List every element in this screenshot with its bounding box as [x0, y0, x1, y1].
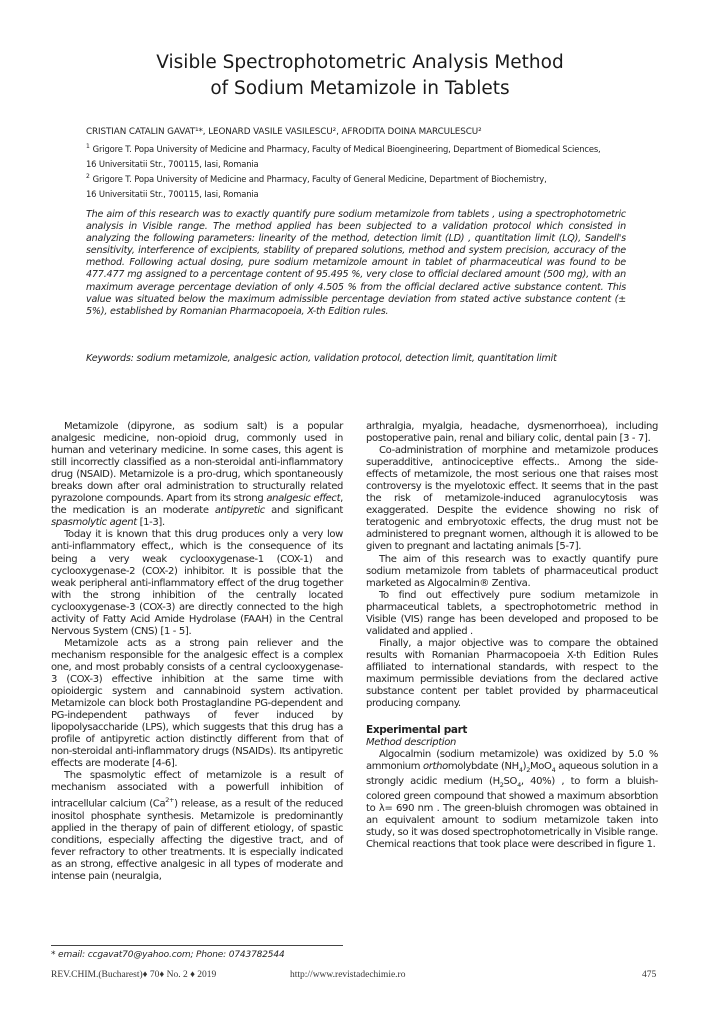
text-run: , the medication is an moderate [51, 493, 343, 517]
text-run: molybdate (NH [447, 761, 519, 773]
left-paragraph-4 [51, 770, 343, 883]
text-run: aqueous solution in a strongly acidic medium (H [366, 761, 658, 788]
affiliation-2-line-1 [86, 169, 646, 187]
text-run: ) release, as a result of the reduced inositol phosphate synthesis. Metamizole is predominantly applied in the therapy of pain of different etiology, of spastic conditions, especially affecting the digestive tract, and of fever refractory to other treatments. It is especially indicated as an strong, effective analgesic in all types of moderate and intense pain (neuralgia, [51, 798, 343, 883]
section-heading: Experimental part [366, 724, 468, 737]
affiliation-1 [86, 139, 646, 172]
author-list: CRISTIAN CATALIN GAVAT¹*, LEONARD VASILE VASILESCU², AFRODITA DOINA MARCULESCU² [86, 127, 482, 137]
right-paragraph-1: arthralgia, myalgia, headache, dysmenorrhoea), including postoperative pain, renal and biliary colic, dental pain [3 - 7]. [366, 421, 658, 445]
journal-citation: REV.CHIM.(Bucharest)♦ 70♦ No. 2 ♦ 2019 [51, 970, 217, 980]
emphasis: spasmolytic agent [51, 517, 137, 529]
text-run: and significant [264, 505, 343, 517]
abstract: The aim of this research was to exactly quantify pure sodium metamizole from tablets , using a spectrophotometric analysis in Visible range. The method applied has been subjected to a validation protocol which consisted in analyzing the following parameters: linearity of the method, detection limit (LD) , quantitation limit (LQ), Sandell's sensitivity, interference of excipients, stability of prepared solutions, method and system precision, accuracy of the method. Following actual dosing, pure sodium metamizole amount in tablet of pharmaceutical was found to be 477.477 mg assigned to a percentage content of 95.495 %, very close to official declared amount (500 mg), with an maximum average percentage deviation of only 4.505 % from the official declared active substance content. This value was situated below the maximum admissible percentage deviation from stated active substance content (± 5%), established by Romanian Pharmacopoeia, X-th Edition rules. [86, 209, 626, 317]
text-run: SO [503, 776, 518, 788]
left-column [51, 421, 343, 883]
corresponding-author-footnote: * email: ccgavat70@yahoo.com; Phone: 0743782544 [51, 950, 285, 960]
subscript: 4 [551, 766, 556, 775]
subscript: 4 [518, 766, 523, 775]
text-run: [1-3]. [136, 517, 165, 529]
left-paragraph-2: Today it is known that this drug produces only a very low anti-inflammatory effect,, which is the consequence of its being a very weak cyclooxygenase-1 (COX-1) and cyclooxygenase-2 (COX-2) inhibitor. It is possible that the weak peripheral anti-inflammatory effect of the drug together with the strong inhibition of the centrally located cyclooxygenase-3 (COX-3) are directly connected to the high activity of Fatty Acid Amide Hydrolase (FAAH) in the Central Nervous System (CNS) [1 - 5]. [51, 529, 343, 637]
keywords: Keywords: sodium metamizole, analgesic action, validation protocol, detection limit, quantitation limit [86, 353, 557, 364]
affiliation-1-line-2: 16 Universitatii Str., 700115, Iasi, Romania [86, 158, 259, 169]
subscript: 2 [526, 766, 531, 775]
affiliation-2-text: Grigore T. Popa University of Medicine and Pharmacy, Faculty of General Medicine, Department of Biochemistry, [92, 173, 547, 184]
affiliation-2 [86, 169, 646, 202]
text-run: Algocalmin (sodium metamizole) was oxidized by 5.0 % ammonium [366, 749, 658, 773]
right-paragraph-3: The aim of this research was to exactly quantify pure sodium metamizole from tablets of pharmaceutical product marketed as Algocalmin® Zentiva. [366, 553, 658, 589]
affiliation-2-mark: 2 [86, 173, 90, 180]
left-paragraph-3: Metamizole acts as a strong pain reliever and the mechanism responsible for the analgesic effect is a complex one, and most probably consists of a central cyclooxygenase-3 (COX-3) effective inhibition at the same time with opioidergic system and cannabinoid system activation. Metamizole can block both Prostaglandine PG-dependent and PG-independent pathways of fever induced by lipopolysaccharide (LPS), which suggests that this drug has a profile of antipyretic action distinctly different from that of non-steroidal anti-inflammatory drugs (NSAIDs). Its antipyretic effects are moderate [4-6]. [51, 637, 343, 770]
subsection-heading: Method description [366, 737, 456, 749]
right-column [366, 421, 658, 852]
article-title [0, 50, 720, 102]
affiliation-1-line-1 [86, 139, 646, 157]
right-paragraph-6 [366, 749, 658, 851]
affiliation-2-line-2: 16 Universitatii Str., 700115, Iasi, Romania [86, 188, 259, 199]
subscript: 4 [517, 781, 521, 790]
journal-url[interactable]: http://www.revistadechimie.ro [290, 970, 406, 980]
right-paragraph-5: Finally, a major objective was to compare the obtained results with Romanian Pharmacopoeia X-th Edition Rules affiliated to international standards, with respect to the maximum permissible deviations from the declared active substance content per tablet provided by pharmaceutical producing company. [366, 637, 658, 710]
emphasis: analgesic effect [266, 493, 341, 505]
subscript: 2 [499, 781, 504, 790]
affiliation-1-mark: 1 [86, 143, 90, 150]
superscript: 2+ [165, 796, 175, 805]
text-run: Metamizole (dipyrone, as sodium salt) is a popular analgesic medicine, non-opioid drug, commonly used in human and veterinary medicine. In some cases, this agent is still incorrectly classified as a non-steroidal anti-inflammatory drug (NSAID). Metamizole is a pro-drug, which spontaneously breaks down after oral administration to structurally related pyrazolone compounds. Apart from its strong [51, 421, 343, 505]
emphasis: ortho [422, 761, 448, 773]
title-line-1: Visible Spectrophotometric Analysis Method [156, 52, 564, 73]
affiliation-1-text: Grigore T. Popa University of Medicine and Pharmacy, Faculty of Medical Bioengineering, Department of Biomedical Sciences, [92, 143, 601, 154]
left-paragraph-1 [51, 421, 343, 529]
emphasis: antipyretic [214, 505, 265, 517]
text-run: , 40%) , to form a bluish-colored green compound that showed a maximum absorbtion to λ= 690 nm . The green-bluish chromogen was obtained in an equivalent amount to sodium metamizole taken into study, so it was dosed spectrophotometrically in Visible range. Chemical reactions that took place were described in figure 1. [366, 776, 658, 851]
footnote-divider [51, 945, 343, 946]
right-paragraph-4: To find out effectively pure sodium metamizole in pharmaceutical tablets, a spectrophotometric method in Visible (VIS) range has been developed and proposed to be validated and applied . [366, 589, 658, 637]
text-run: The spasmolytic effect of metamizole is a result of mechanism associated with a powerfull inhibition of intracellular calcium (Ca [51, 770, 343, 810]
title-line-2: of Sodium Metamizole in Tablets [210, 78, 510, 99]
text-run: MoO [530, 761, 552, 773]
page-number: 475 [642, 970, 657, 980]
text-run: ) [522, 761, 527, 773]
right-paragraph-2: Co-administration of morphine and metamizole produces superadditive, antinociceptive effects.. Among the side-effects of metamizole, the most serious one that raises most controversy is the myelotoxic effect. It seems that in the past the risk of metamizole-induced agranulocytosis was exaggerated. Despite the evidence showing no risk of teratogenic and embryotoxic effects, the drug must not be administered to pregnant women, although it is allowed to be given to pregnant and lactating animals [5-7]. [366, 445, 658, 553]
